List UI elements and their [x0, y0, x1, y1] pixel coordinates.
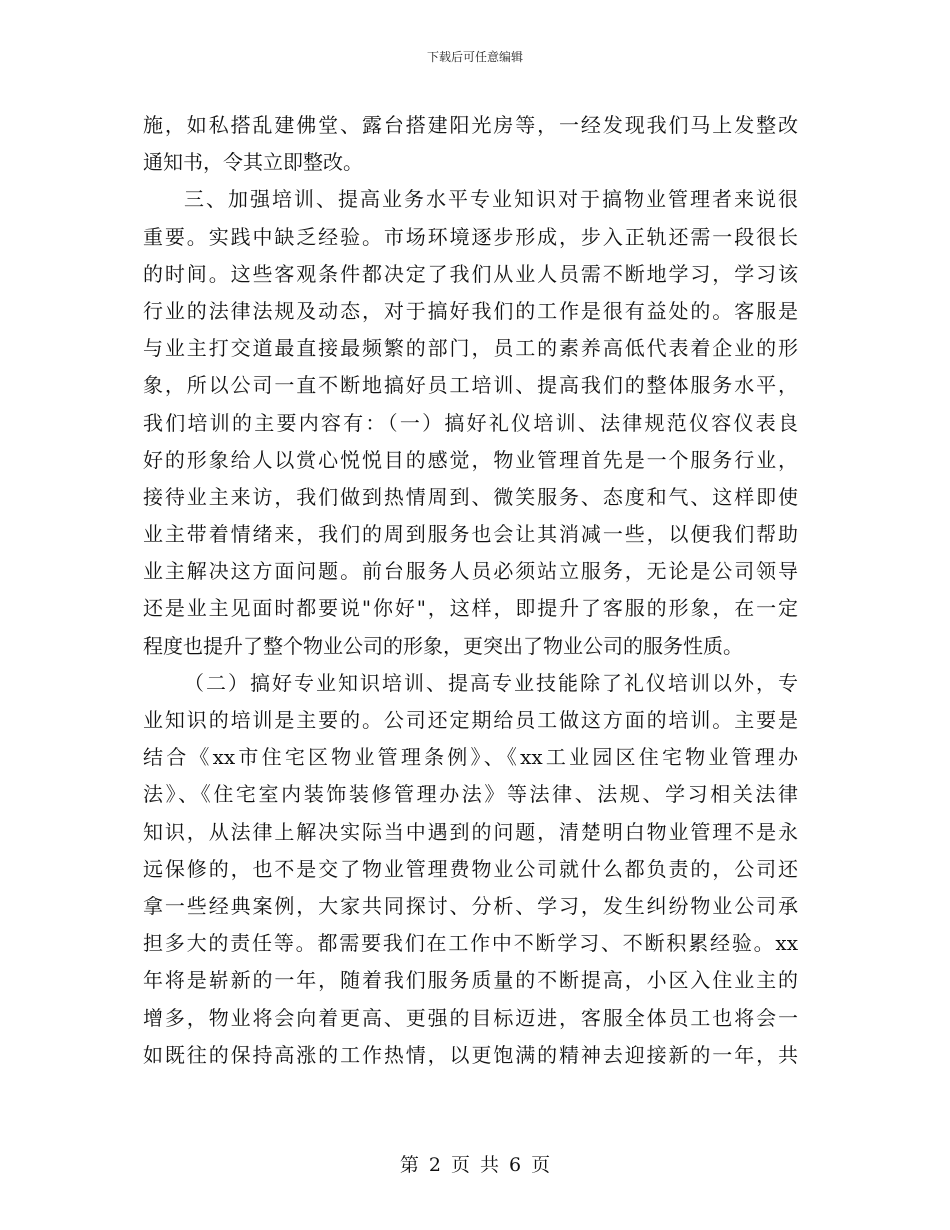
text-line: 与业主打交道最直接最频繁的部门，员工的素养高低代表着企业的形 — [143, 336, 798, 361]
document-body — [143, 107, 798, 1074]
text-line: 程度也提升了整个物业公司的形象，更突出了物业公司的服务性质。 — [143, 633, 743, 658]
text-line: 通知书，令其立即整改。 — [143, 150, 363, 175]
text-line: 三、加强培训、提高业务水平专业知识对于搞物业管理者来说很 — [184, 187, 798, 212]
text-line: 法》、《住宅室内装饰装修管理办法》等法律、法规、学习相关法律 — [143, 782, 798, 807]
text-line: 重要。实践中缺乏经验。市场环境逐步形成，步入正轨还需一段很长 — [143, 224, 798, 249]
text-line: （二）搞好专业知识培训、提高专业技能除了礼仪培训以外，专 — [184, 670, 798, 695]
text-line: 接待业主来访，我们做到热情周到、微笑服务、态度和气、这样即使 — [143, 484, 798, 509]
text-line: 拿一些经典案例，大家共同探讨、分析、学习，发生纠纷物业公司承 — [143, 893, 798, 918]
text-line: 年将是崭新的一年，随着我们服务质量的不断提高，小区入住业主的 — [143, 968, 798, 993]
text-line: 行业的法律法规及动态，对于搞好我们的工作是很有益处的。客服是 — [143, 298, 798, 323]
text-line: 增多，物业将会向着更高、更强的目标迈进，客服全体员工也将会一 — [143, 1005, 798, 1030]
text-line: 象，所以公司一直不断地搞好员工培训、提高我们的整体服务水平， — [143, 373, 798, 398]
text-line: 的时间。这些客观条件都决定了我们从业人员需不断地学习，学习该 — [143, 261, 798, 286]
text-line: 担多大的责任等。都需要我们在工作中不断学习、不断积累经验。xx — [143, 931, 798, 956]
page-number-footer: 第 2 页 共 6 页 — [399, 1154, 551, 1176]
paragraph-professional-training — [143, 665, 798, 1074]
text-line: 远保修的，也不是交了物业管理费物业公司就什么都负责的，公司还 — [143, 856, 798, 881]
text-line: 业主解决这方面问题。前台服务人员必须站立服务，无论是公司领导 — [143, 559, 798, 584]
text-line: 施，如私搭乱建佛堂、露台搭建阳光房等，一经发现我们马上发整改 — [143, 113, 798, 137]
page-header: 下载后可任意编辑 — [426, 50, 523, 64]
text-line: 知识，从法律上解决实际当中遇到的问题，清楚明白物业管理不是永 — [143, 819, 798, 844]
paragraph-continuation — [143, 107, 798, 181]
text-line: 业主带着情绪来，我们的周到服务也会让其消减一些，以便我们帮助 — [143, 522, 798, 547]
paragraph-training — [143, 181, 798, 664]
text-line: 我们培训的主要内容有：（一）搞好礼仪培训、法律规范仪容仪表良 — [143, 410, 798, 435]
text-line: 如既往的保持高涨的工作热情，以更饱满的精神去迎接新的一年，共 — [143, 1042, 798, 1067]
text-line: 业知识的培训是主要的。公司还定期给员工做这方面的培训。主要是 — [143, 708, 798, 732]
text-line: 好的形象给人以赏心悦悦目的感觉，物业管理首先是一个服务行业， — [143, 447, 798, 472]
text-line: 结合《xx市住宅区物业管理条例》、《xx工业园区住宅物业管理办 — [143, 745, 798, 770]
text-line: 还是业主见面时都要说"你好"，这样，即提升了客服的形象，在一定 — [143, 596, 798, 621]
